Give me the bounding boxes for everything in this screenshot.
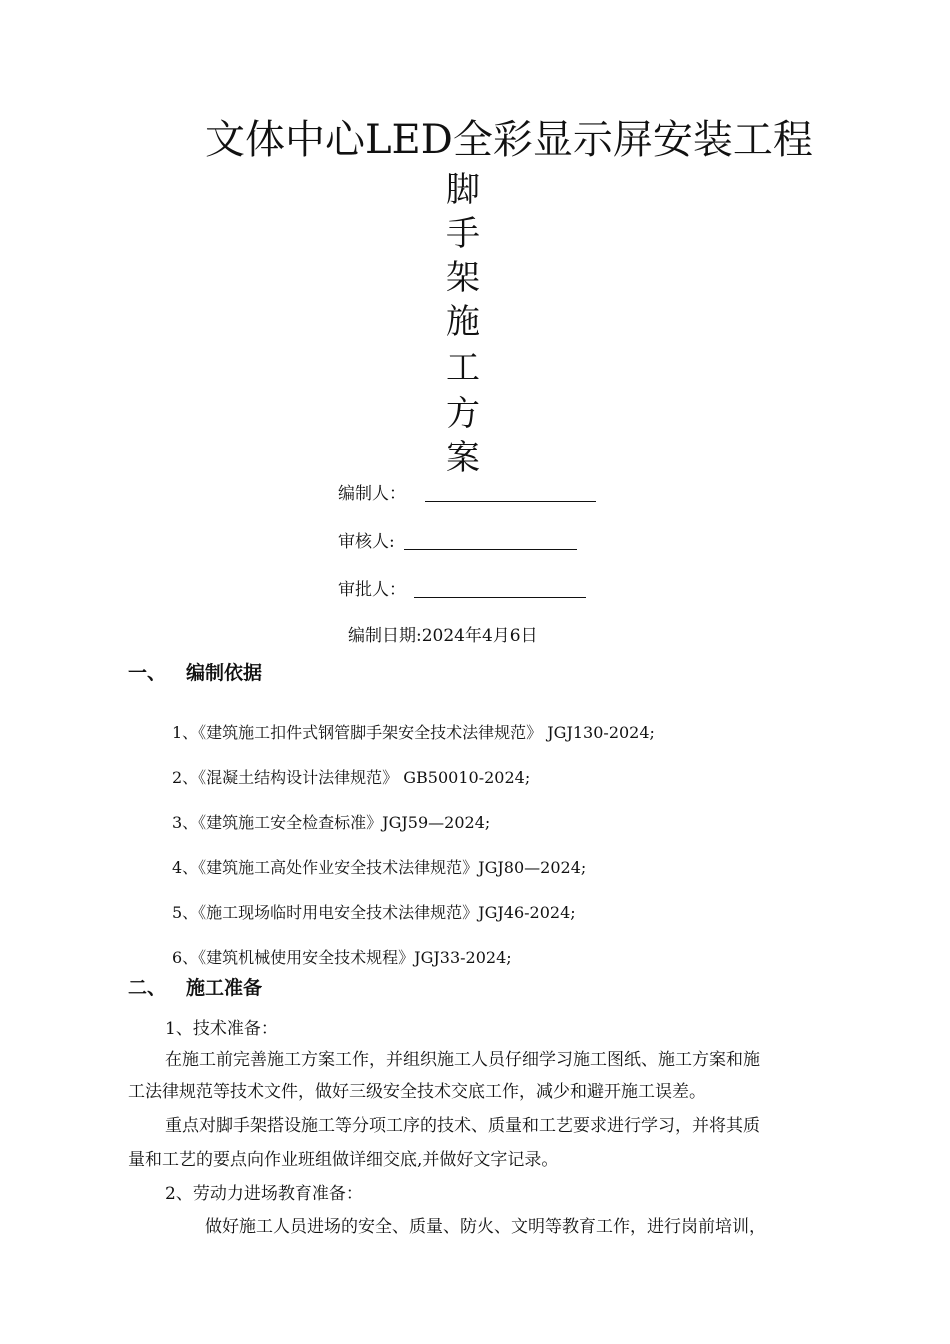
subsection-title: 2、劳动力进场教育准备： xyxy=(165,1184,363,1204)
section-heading xyxy=(128,660,428,686)
approver-label: 审批人： xyxy=(338,580,406,600)
reference-item: 1、《建筑施工扣件式钢管脚手架安全技术法律规范》 JGJ130-2024; xyxy=(172,723,655,742)
reference-item: 6、《建筑机械使用安全技术规程》JGJ33-2024; xyxy=(172,948,512,967)
paragraph-line: 做好施工人员进场的安全、质量、防火、文明等教育工作，进行岗前培训， xyxy=(205,1217,766,1237)
section-heading xyxy=(128,975,428,1001)
reference-item: 4、《建筑施工高处作业安全技术法律规范》JGJ80—2024; xyxy=(172,858,587,877)
vertical-title-char: 手 xyxy=(446,214,480,254)
section-number: 二、 xyxy=(128,977,167,999)
compiler-label: 编制人： xyxy=(338,484,406,504)
reviewer-label: 审核人: xyxy=(338,532,395,552)
vertical-title-char: 工 xyxy=(446,348,480,388)
vertical-title-char: 架 xyxy=(446,258,480,298)
section-title: 施工准备 xyxy=(186,977,263,999)
reference-item: 2、《混凝土结构设计法律规范》 GB50010-2024; xyxy=(172,768,531,787)
paragraph-line: 量和工艺的要点向作业班组做详细交底,并做好文字记录。 xyxy=(128,1150,559,1170)
vertical-title-char: 施 xyxy=(446,302,480,342)
subsection-title: 1、技术准备： xyxy=(165,1019,278,1039)
section-title: 编制依据 xyxy=(186,662,263,684)
compile-date: 编制日期:2024年4月6日 xyxy=(348,626,538,646)
vertical-title-char: 方 xyxy=(446,394,480,434)
vertical-title-char: 脚 xyxy=(446,170,480,210)
approver-signature-line xyxy=(414,597,586,598)
reference-item: 5、《施工现场临时用电安全技术法律规范》JGJ46-2024; xyxy=(172,903,576,922)
reviewer-signature-line xyxy=(404,549,577,550)
paragraph-line: 工法律规范等技术文件，做好三级安全技术交底工作，减少和避开施工误差。 xyxy=(128,1082,706,1102)
compiler-signature-line xyxy=(425,501,596,502)
reference-item: 3、《建筑施工安全检查标准》JGJ59—2024; xyxy=(172,813,491,832)
vertical-title-char: 案 xyxy=(446,438,480,478)
paragraph-line: 重点对脚手架搭设施工等分项工序的技术、质量和工艺要求进行学习，并将其质 xyxy=(165,1116,760,1136)
paragraph-line: 在施工前完善施工方案工作，并组织施工人员仔细学习施工图纸、施工方案和施 xyxy=(165,1050,760,1070)
section-number: 一、 xyxy=(128,662,167,684)
document-title: 文体中心LED全彩显示屏安装工程 xyxy=(205,117,813,163)
